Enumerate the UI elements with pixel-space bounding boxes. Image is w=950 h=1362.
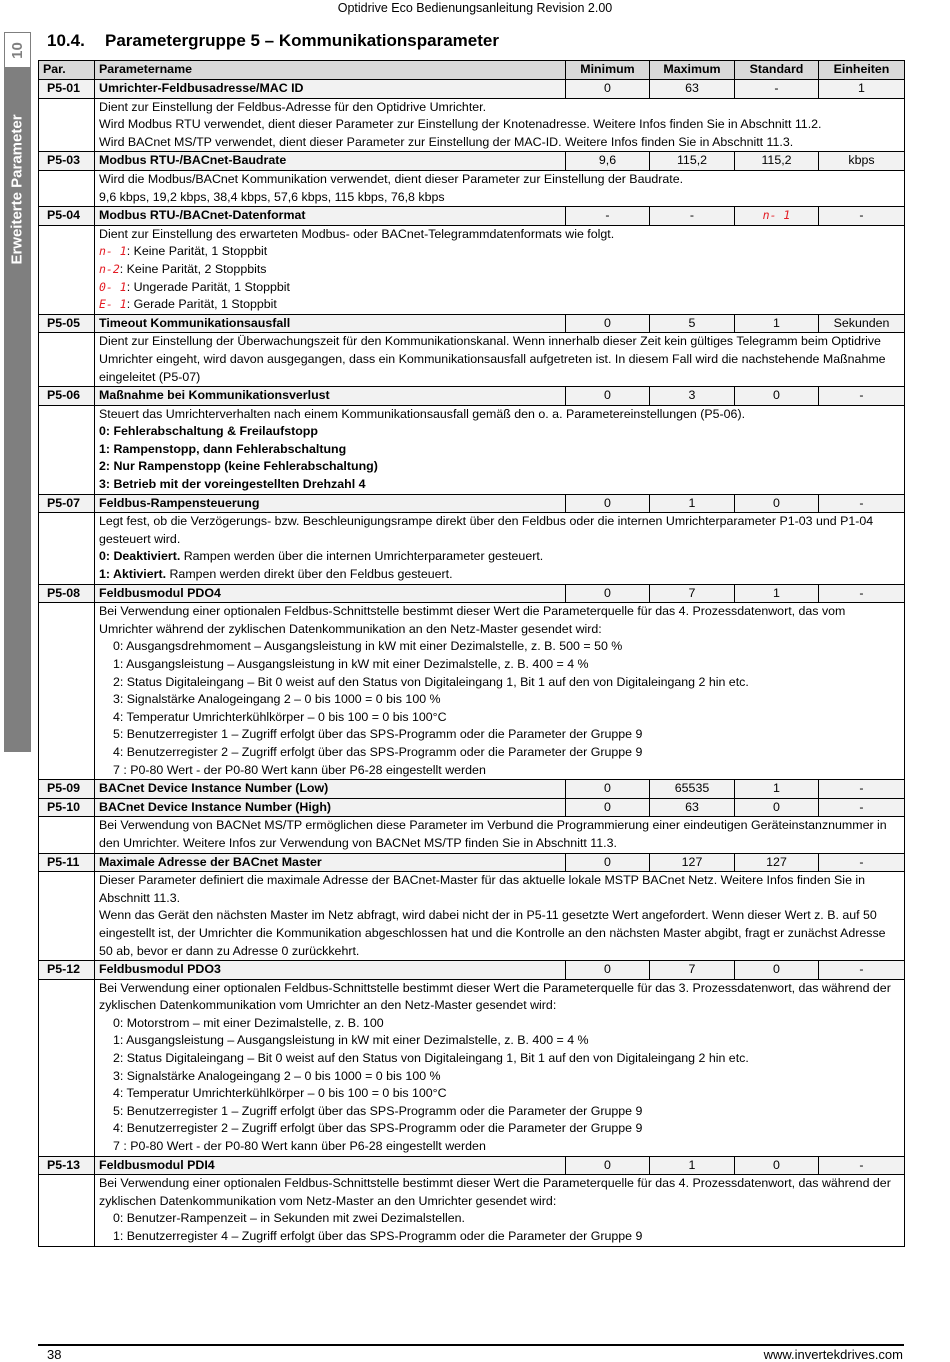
option-line: [99, 279, 900, 297]
description-text: Wird Modbus RTU verwendet, dient dieser Parameter zur Einstellung der Knotenadresse. Weitere Infos finden Sie in Abschnitt 11.2.: [99, 117, 822, 132]
parameter-unit: -: [819, 798, 905, 817]
parameter-id: P5-01: [39, 80, 95, 99]
parameter-row: [39, 780, 905, 799]
parameter-id: P5-11: [39, 853, 95, 872]
list-item: 1: Ausgangsleistung – Ausgangsleistung in kW mit einer Dezimalstelle, z. B. 400 = 4 %: [113, 1033, 589, 1048]
description-spacer: [39, 603, 95, 780]
parameter-unit: -: [819, 961, 905, 980]
description-text: Dieser Parameter definiert die maximale Adresse der BACnet-Master für das aktuelle lokale MSTP BACnet Netz. Weitere Infos finden Sie in Abschnitt 11.3.: [99, 873, 866, 905]
parameter-minimum: 0: [566, 780, 650, 799]
parameter-unit: -: [819, 387, 905, 406]
parameter-maximum: 115,2: [650, 152, 735, 171]
chapter-number: 10: [9, 41, 26, 59]
parameter-table: [38, 60, 905, 1247]
parameter-description-row: [39, 979, 905, 1156]
parameter-minimum: 0: [566, 853, 650, 872]
parameter-description: [95, 979, 905, 1156]
footer-divider: [38, 1344, 904, 1346]
parameter-name: BACnet Device Instance Number (High): [95, 798, 566, 817]
parameter-unit: -: [819, 780, 905, 799]
section-heading: [47, 31, 499, 51]
list-item: 2: Status Digitaleingang – Bit 0 weist auf den Status von Digitaleingang 1, Bit 1 auf den von Digitaleingang 2 hin etc.: [113, 1051, 749, 1066]
description-text: Dient zur Einstellung der Überwachungszeit für den Kommunikationskanal. Wenn innerhalb dieser Zeit kein gültiges Telegramm beim Optidrive Umrichter eingeht, wird davon ausgegangen, dass ein Kommunikationsausfall aufgetreten ist. In diesem Fall wird die nachstehende Maßnahme eingeleitet (P5-07): [99, 334, 886, 384]
description-text: Bei Verwendung einer optionalen Feldbus-Schnittstelle bestimmt dieser Wert die Parameterquelle für das 4. Prozessdatenwort, das während der zyklischen Datenkommunikation vom Netz-Master an den Umrichter gesendet wird:: [99, 1176, 891, 1208]
parameter-name: Feldbus-Rampensteuerung: [95, 494, 566, 513]
parameter-row: [39, 798, 905, 817]
parameter-standard-value: 1: [773, 781, 780, 796]
parameter-minimum: 9,6: [566, 152, 650, 171]
parameter-standard-value: -: [774, 81, 779, 95]
col-header-einheiten: Einheiten: [819, 61, 905, 80]
parameter-maximum: 5: [650, 314, 735, 333]
parameter-description-row: [39, 405, 905, 494]
description-text: Wenn das Gerät den nächsten Master im Netz abfragt, wird dabei nicht der in P5-11 gesetzte Wert angefordert. Wenn dieser Wert z. B. auf 50 eingestellt ist, der Umrichter die Kommunikation abgeschlossen hat und die Kontrolle an den nächsten Master abgibt, fragt er zunächst Adresse 50 ab, bevor er dann zu Adresse 0 zurückkehrt.: [99, 908, 886, 958]
list-item: 3: Signalstärke Analogeingang 2 – 0 bis 1000 = 0 bis 100 %: [113, 1068, 441, 1083]
description-text: Wird die Modbus/BACnet Kommunikation verwendet, dient dieser Parameter zur Einstellung der Baudrate.: [99, 171, 684, 186]
parameter-name: Modbus RTU-/BACnet-Baudrate: [95, 152, 566, 171]
parameter-maximum: 3: [650, 387, 735, 406]
parameter-standard-value: 0: [773, 799, 780, 814]
parameter-description-row: [39, 603, 905, 780]
description-text: Bei Verwendung einer optionalen Feldbus-Schnittstelle bestimmt dieser Wert die Parameterquelle für das 3. Prozessdatenwort, das während der zyklischen Datenkommunikation vom Umrichter an den Netz-Master gesendet wird:: [99, 980, 891, 1013]
parameter-standard-value: 0: [773, 495, 780, 510]
parameter-name: Umrichter-Feldbusadresse/MAC ID: [95, 80, 566, 99]
display-code: n- 1: [99, 244, 127, 259]
parameter-maximum: -: [650, 207, 735, 226]
parameter-description: [95, 98, 905, 152]
list-item: 0: Benutzer-Rampenzeit – in Sekunden mit zwei Dezimalstellen.: [113, 1211, 465, 1226]
parameter-row: [39, 961, 905, 980]
list-item: 4: Benutzerregister 2 – Zugriff erfolgt über das SPS-Programm oder die Parameter der Gruppe 9: [113, 1121, 643, 1136]
parameter-maximum: 127: [650, 853, 735, 872]
parameter-name: Maximale Adresse der BACnet Master: [95, 853, 566, 872]
parameter-row: [39, 207, 905, 226]
description-text: Legt fest, ob die Verzögerungs- bzw. Beschleunigungsrampe direkt über den Feldbus oder die internen Umrichterparameter P1-03 und P1-04 gesteuert wird.: [99, 514, 874, 546]
parameter-minimum: 0: [566, 798, 650, 817]
parameter-row: [39, 1156, 905, 1175]
parameter-description-row: [39, 170, 905, 206]
description-spacer: [39, 405, 95, 494]
option-line: [99, 548, 900, 566]
parameter-description-row: [39, 817, 905, 853]
option-line: 0: Fehlerabschaltung & Freilaufstopp: [99, 424, 318, 439]
list-item: 4: Temperatur Umrichterkühlkörper – 0 bis 100 = 0 bis 100°C: [113, 1086, 447, 1101]
display-code: E- 1: [99, 297, 127, 312]
description-text: Steuert das Umrichterverhalten nach einem Kommunikationsausfall gemäß den o. a. Parametereinstellungen (P5-06).: [99, 406, 746, 421]
option-text: : Keine Parität, 1 Stoppbit: [126, 244, 268, 259]
display-code: 0- 1: [99, 279, 127, 294]
parameter-standard-value: 1: [773, 315, 780, 330]
parameter-name: Feldbusmodul PDO4: [95, 584, 566, 603]
parameter-name: Modbus RTU-/BACnet-Datenformat: [95, 207, 566, 226]
parameter-standard: [735, 780, 819, 799]
parameter-minimum: 0: [566, 314, 650, 333]
parameter-description-row: [39, 333, 905, 387]
parameter-minimum: 0: [566, 584, 650, 603]
col-header-par: Par.: [39, 61, 95, 80]
option-line: [99, 261, 900, 279]
chapter-label-box: [4, 74, 31, 304]
parameter-name: Feldbusmodul PDI4: [95, 1156, 566, 1175]
parameter-id: P5-09: [39, 780, 95, 799]
parameter-description-row: [39, 225, 905, 314]
parameter-maximum: 1: [650, 494, 735, 513]
chapter-label: Erweiterte Parameter: [9, 113, 26, 265]
list-item: 4: Temperatur Umrichterkühlkörper – 0 bis 100 = 0 bis 100°C: [113, 709, 447, 724]
parameter-id: P5-04: [39, 207, 95, 226]
parameter-id: P5-06: [39, 387, 95, 406]
parameter-minimum: 0: [566, 494, 650, 513]
option-line: 1: Rampenstopp, dann Fehlerabschaltung: [99, 441, 347, 456]
page-header: Optidrive Eco Bedienungsanleitung Revision 2.00: [337, 1, 613, 15]
parameter-minimum: 0: [566, 80, 650, 99]
parameter-unit: -: [819, 1156, 905, 1175]
parameter-minimum: 0: [566, 1156, 650, 1175]
parameter-standard-value: 115,2: [761, 153, 792, 168]
parameter-id: P5-03: [39, 152, 95, 171]
col-header-minimum: Minimum: [566, 61, 650, 80]
table-body: [39, 80, 905, 1247]
display-code: n-2: [99, 261, 120, 276]
parameter-minimum: 0: [566, 961, 650, 980]
parameter-standard-value: 0: [773, 962, 780, 977]
parameter-description: [95, 333, 905, 387]
parameter-description-row: [39, 98, 905, 152]
parameter-row: [39, 80, 905, 99]
section-number: 10.4.: [47, 31, 85, 50]
parameter-standard: [735, 207, 819, 226]
parameter-unit: -: [819, 853, 905, 872]
parameter-name: Feldbusmodul PDO3: [95, 961, 566, 980]
parameter-unit: -: [819, 584, 905, 603]
description-spacer: [39, 98, 95, 152]
parameter-standard: [735, 494, 819, 513]
parameter-minimum: 0: [566, 387, 650, 406]
parameter-description: [95, 1175, 905, 1246]
parameter-maximum: 7: [650, 584, 735, 603]
description-spacer: [39, 979, 95, 1156]
page-number: 38: [47, 1347, 62, 1362]
parameter-standard: [735, 152, 819, 171]
parameter-id: P5-05: [39, 314, 95, 333]
list-item: 0: Ausgangsdrehmoment – Ausgangsleistung in kW mit einer Dezimalstelle, z. B. 500 = 50 %: [113, 639, 623, 654]
option-text: Rampen werden direkt über den Feldbus gesteuert.: [166, 567, 453, 582]
option-line: [99, 243, 900, 261]
description-spacer: [39, 872, 95, 961]
parameter-unit: 1: [819, 80, 905, 99]
list-item: 7 : P0-80 Wert - der P0-80 Wert kann über P6-28 eingestellt werden: [113, 762, 486, 777]
parameter-description: [95, 225, 905, 314]
parameter-row: [39, 314, 905, 333]
description-text: Bei Verwendung einer optionalen Feldbus-Schnittstelle bestimmt dieser Wert die Parameterquelle für das 4. Prozessdatenwort, das vom Umrichter während der zyklischen Datenkommunikation an den Netz-Master gesendet wird:: [99, 604, 846, 636]
parameter-minimum: -: [566, 207, 650, 226]
col-header-maximum: Maximum: [650, 61, 735, 80]
list-item: 1: Ausgangsleistung – Ausgangsleistung in kW mit einer Dezimalstelle, z. B. 400 = 4 %: [113, 657, 589, 671]
parameter-unit: -: [819, 494, 905, 513]
option-text: : Keine Parität, 2 Stoppbits: [119, 261, 267, 276]
list-item: 0: Motorstrom – mit einer Dezimalstelle, z. B. 100: [113, 1015, 384, 1030]
parameter-standard: [735, 961, 819, 980]
option-line: [99, 296, 900, 314]
parameter-name: Timeout Kommunikationsausfall: [95, 314, 566, 333]
parameter-description: [95, 170, 905, 206]
description-text: Wird BACnet MS/TP verwendet, dient dieser Parameter zur Einstellung der MAC-ID. Weitere Infos finden Sie in Abschnitt 11.3.: [99, 134, 794, 149]
description-spacer: [39, 513, 95, 584]
parameter-maximum: 65535: [650, 780, 735, 799]
parameter-description-row: [39, 872, 905, 961]
parameter-id: P5-13: [39, 1156, 95, 1175]
parameter-maximum: 63: [650, 798, 735, 817]
parameter-description-row: [39, 513, 905, 584]
parameter-maximum: 1: [650, 1156, 735, 1175]
parameter-name: BACnet Device Instance Number (Low): [95, 780, 566, 799]
parameter-standard-value: 127: [766, 854, 787, 869]
parameter-row: [39, 584, 905, 603]
parameter-row: [39, 152, 905, 171]
section-title: Parametergruppe 5 – Kommunikationsparameter: [105, 31, 499, 50]
table-header-row: [39, 61, 905, 80]
list-item: 5: Benutzerregister 1 – Zugriff erfolgt über das SPS-Programm oder die Parameter der Gruppe 9: [113, 727, 643, 742]
parameter-id: P5-07: [39, 494, 95, 513]
parameter-unit: -: [819, 207, 905, 226]
parameter-standard: [735, 387, 819, 406]
description-spacer: [39, 817, 95, 853]
option-label: 0: Deaktiviert.: [99, 549, 181, 564]
description-text: 9,6 kbps, 19,2 kbps, 38,4 kbps, 57,6 kbps, 115 kbps, 76,8 kbps: [99, 189, 445, 204]
parameter-standard-value: 0: [773, 1157, 780, 1172]
parameter-maximum: 7: [650, 961, 735, 980]
parameter-unit: kbps: [819, 152, 905, 171]
parameter-standard: [735, 584, 819, 603]
parameter-name: Maßnahme bei Kommunikationsverlust: [95, 387, 566, 406]
list-item: 7 : P0-80 Wert - der P0-80 Wert kann über P6-28 eingestellt werden: [113, 1139, 486, 1154]
option-line: [99, 566, 900, 584]
parameter-id: P5-10: [39, 798, 95, 817]
parameter-id: P5-08: [39, 584, 95, 603]
parameter-standard: [735, 853, 819, 872]
parameter-standard-value: 0: [773, 388, 780, 403]
option-line: 2: Nur Rampenstopp (keine Fehlerabschaltung): [99, 459, 378, 474]
list-item: 5: Benutzerregister 1 – Zugriff erfolgt über das SPS-Programm oder die Parameter der Gruppe 9: [113, 1103, 643, 1118]
option-text: Rampen werden über die internen Umrichterparameter gesteuert.: [180, 549, 544, 564]
option-text: : Gerade Parität, 1 Stoppbit: [126, 297, 277, 312]
parameter-standard: [735, 80, 819, 99]
parameter-maximum: 63: [650, 80, 735, 99]
option-line: 3: Betrieb mit der voreingestellten Drehzahl 4: [99, 477, 366, 492]
parameter-standard: [735, 314, 819, 333]
parameter-unit: Sekunden: [819, 314, 905, 333]
footer-website: www.invertekdrives.com: [763, 1347, 903, 1362]
description-spacer: [39, 170, 95, 206]
parameter-description: [95, 513, 905, 584]
list-item: 4: Benutzerregister 2 – Zugriff erfolgt über das SPS-Programm oder die Parameter der Gruppe 9: [113, 744, 643, 759]
list-item: 1: Benutzerregister 4 – Zugriff erfolgt über das SPS-Programm oder die Parameter der Gruppe 9: [113, 1229, 643, 1243]
parameter-standard: [735, 798, 819, 817]
chapter-side-tab: [4, 32, 31, 752]
parameter-row: [39, 494, 905, 513]
parameter-id: P5-12: [39, 961, 95, 980]
parameter-standard-value: n- 1: [762, 208, 791, 223]
description-spacer: [39, 1175, 95, 1246]
parameter-row: [39, 387, 905, 406]
list-item: 2: Status Digitaleingang – Bit 0 weist auf den Status von Digitaleingang 1, Bit 1 auf den von Digitaleingang 2 hin etc.: [113, 674, 749, 689]
description-spacer: [39, 333, 95, 387]
description-text: Bei Verwendung von BACNet MS/TP ermöglichen diese Parameter im Verbund die Programmierung einer eindeutigen Geräteinstanznummer in den Umrichter. Weitere Infos zur Verwendung von BACNet MS/TP finden Sie in Abschnitt 11.3.: [99, 818, 887, 850]
chapter-number-box: [4, 32, 31, 68]
parameter-standard: [735, 1156, 819, 1175]
parameter-description: [95, 603, 905, 780]
col-header-standard: Standard: [735, 61, 819, 80]
col-header-name: Parametername: [95, 61, 566, 80]
list-item: 3: Signalstärke Analogeingang 2 – 0 bis 1000 = 0 bis 100 %: [113, 692, 441, 707]
parameter-description-row: [39, 1175, 905, 1246]
option-text: : Ungerade Parität, 1 Stoppbit: [126, 279, 290, 294]
parameter-row: [39, 853, 905, 872]
parameter-description: [95, 405, 905, 494]
option-label: 1: Aktiviert.: [99, 567, 167, 582]
parameter-description: [95, 817, 905, 853]
description-text: Dient zur Einstellung des erwarteten Modbus- oder BACnet-Telegrammdatenformats wie folgt.: [99, 226, 615, 241]
description-spacer: [39, 225, 95, 314]
parameter-standard-value: 1: [773, 585, 780, 600]
parameter-description: [95, 872, 905, 961]
description-text: Dient zur Einstellung der Feldbus-Adresse für den Optidrive Umrichter.: [99, 99, 487, 114]
